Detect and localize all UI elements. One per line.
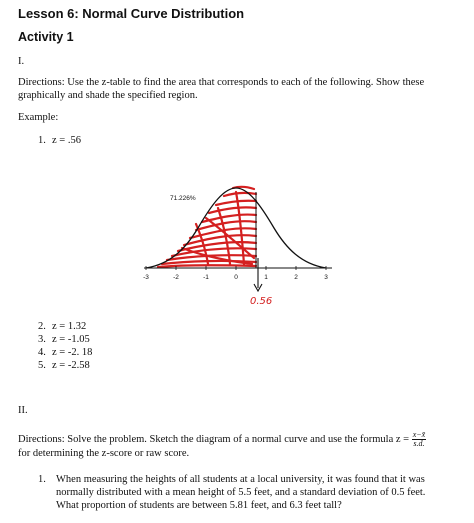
list-item [38, 333, 90, 346]
part2-directions-text: Directions: Solve the problem. Sketch the diagram of a normal curve and use the formula z = [18, 433, 410, 445]
item-number: 4. [38, 347, 46, 358]
tick-label: 3 [324, 274, 328, 281]
example-item [38, 134, 81, 147]
area-label: 71.226% [170, 195, 196, 202]
z-formula [412, 431, 427, 448]
item-number: 2. [38, 321, 46, 332]
problem-line: When measuring the heights of all students at a local university, it was found that it was [56, 474, 425, 485]
activity-title: Activity 1 [18, 30, 74, 44]
x-axis-tick-labels [143, 274, 328, 281]
item-number: 5. [38, 360, 46, 371]
tick-label: 1 [264, 274, 268, 281]
example-item-number: 1. [38, 135, 46, 146]
formula-denominator: s.d. [413, 439, 425, 448]
directions-line-2: graphically and shade the specified region. [18, 90, 198, 101]
tick-label: -2 [173, 274, 179, 281]
item-number: 3. [38, 334, 46, 345]
section-numeral-2: II. [18, 405, 28, 416]
item-text: z = -1.05 [52, 334, 90, 345]
problem-number: 1. [38, 474, 46, 485]
directions-line-1: Directions: Use the z-table to find the area that corresponds to each of the following. Show these [18, 77, 425, 88]
example-item-text: z = .56 [52, 135, 81, 146]
part2-directions-line-1 [18, 431, 426, 448]
normal-curve-graph [136, 178, 346, 313]
tick-label: -3 [143, 274, 149, 281]
list-item [38, 346, 92, 359]
lesson-title: Lesson 6: Normal Curve Distribution [18, 6, 245, 21]
list-item [38, 320, 86, 333]
problem-line: normally distributed with a mean height of 5.5 feet, and a standard deviation of 0.5 feet. [56, 487, 426, 498]
tick-label: 0 [234, 274, 238, 281]
tick-label: -1 [203, 274, 209, 281]
problem-line: What proportion of students are between 5.81 feet, and 6.3 feet tall? [56, 500, 342, 511]
part2-directions-line-2: for determining the z-score or raw score. [18, 448, 190, 459]
item-text: z = -2.58 [52, 360, 90, 371]
item-text: z = -2. 18 [52, 347, 93, 358]
section-numeral-1: I. [18, 56, 25, 67]
formula-numerator: x−x̄ [412, 430, 426, 439]
handwritten-z-note: 0.56 [250, 296, 273, 307]
tick-label: 2 [294, 274, 298, 281]
item-text: z = 1.32 [52, 321, 87, 332]
list-item [38, 359, 90, 372]
example-label: Example: [18, 112, 59, 123]
